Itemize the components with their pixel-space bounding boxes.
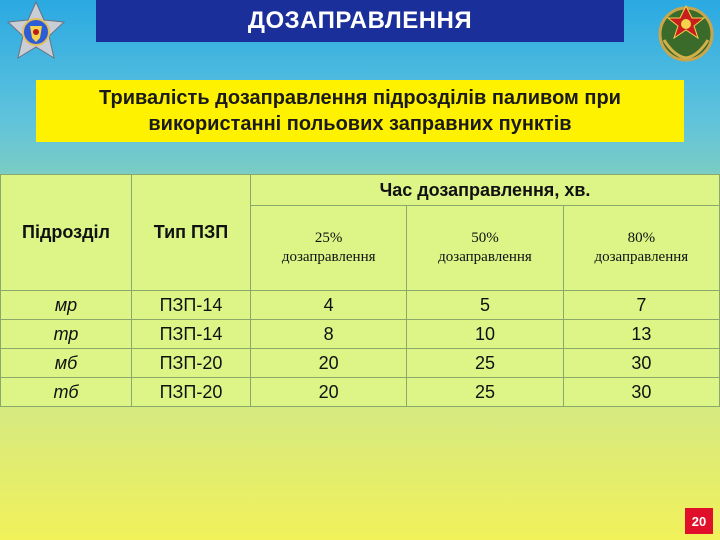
emblem-right-icon: [654, 0, 718, 64]
cell-type: ПЗП-20: [132, 349, 251, 378]
subheader-25: [251, 206, 407, 291]
subtitle-box: [36, 80, 684, 142]
cell-50: 25: [407, 378, 563, 407]
subheader-50: [407, 206, 563, 291]
subtitle-line-2: використанні польових заправних пунктів: [148, 113, 572, 135]
cell-unit: мр: [1, 291, 132, 320]
subheader-pct: 80%: [627, 230, 656, 246]
cell-unit: тр: [1, 320, 132, 349]
cell-50: 10: [407, 320, 563, 349]
cell-80: 7: [563, 291, 719, 320]
cell-50: 25: [407, 349, 563, 378]
subheader-pct: 25%: [314, 230, 343, 246]
table-row: [1, 320, 720, 349]
page-title: ДОЗАПРАВЛЕННЯ: [96, 0, 624, 42]
header-unit: Підрозділ: [1, 175, 132, 291]
refuel-time-table: [0, 174, 720, 407]
cell-50: 5: [407, 291, 563, 320]
emblem-left-icon: [4, 0, 68, 64]
header-time: Час дозаправлення, хв.: [251, 175, 720, 206]
cell-25: 20: [251, 349, 407, 378]
table-row: [1, 291, 720, 320]
cell-unit: тб: [1, 378, 132, 407]
cell-type: ПЗП-14: [132, 291, 251, 320]
cell-unit: мб: [1, 349, 132, 378]
subheader-word: дозаправлення: [594, 249, 689, 265]
page-number-badge: 20: [685, 508, 713, 534]
subtitle-line-1: Тривалість дозаправлення підрозділів паливом при: [99, 87, 621, 109]
cell-80: 13: [563, 320, 719, 349]
header-type: Тип ПЗП: [132, 175, 251, 291]
subheader-pct: 50%: [471, 230, 499, 246]
subheader-word: дозаправлення: [281, 249, 376, 265]
table-row: [1, 349, 720, 378]
cell-type: ПЗП-20: [132, 378, 251, 407]
cell-type: ПЗП-14: [132, 320, 251, 349]
cell-25: 8: [251, 320, 407, 349]
table-header-row: [1, 175, 720, 206]
table-row: [1, 378, 720, 407]
subheader-word: дозаправлення: [438, 249, 532, 265]
cell-25: 20: [251, 378, 407, 407]
cell-80: 30: [563, 378, 719, 407]
cell-25: 4: [251, 291, 407, 320]
cell-80: 30: [563, 349, 719, 378]
subheader-80: [563, 206, 719, 291]
